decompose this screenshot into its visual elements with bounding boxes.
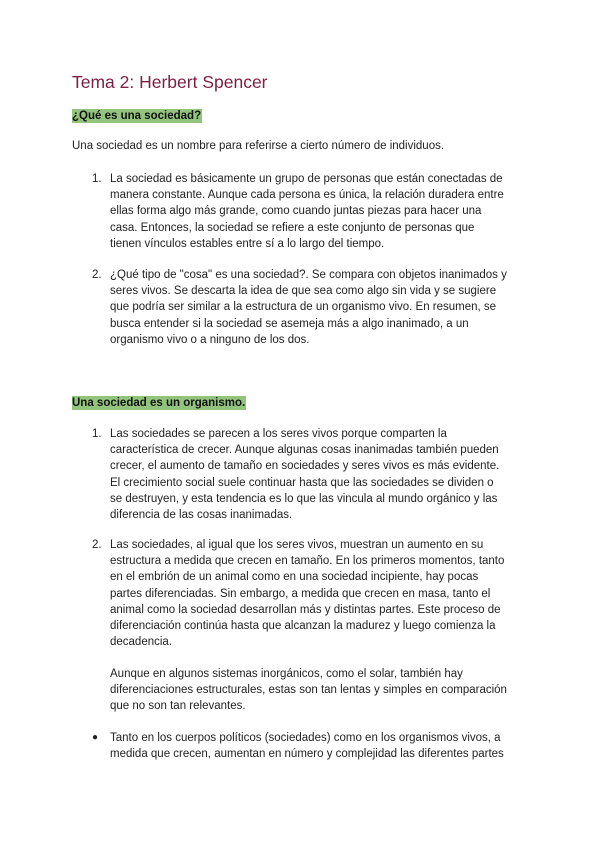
text-line: que no son tan relevantes. [110,700,246,713]
list-item-text [110,537,535,650]
list-item-text [110,171,535,252]
list-number: 1. [92,173,102,185]
text-line: Las sociedades, al igual que los seres vivos, muestran un aumento en su [110,539,484,551]
text-line: tienen vínculos estables entre sí a lo largo del tiempo. [110,237,385,250]
text-line: animal como la sociedad desarrollan más y distintas partes. Este proceso de [110,603,501,616]
text-line: en el embrión de un animal como en una sociedad incipiente, hay pocas [110,571,479,584]
page-title: Tema 2: Herbert Spencer [72,72,268,92]
text-line: diferenciaciones estructurales, estas son tan lentas y simples en comparación [110,684,507,697]
list-item-text [110,666,535,715]
text-line: diferencia de las cosas inanimadas. [110,509,293,522]
text-line: seres vivos. Se descarta la idea de que sea como algo sin vida y se sugiere [110,285,497,298]
text-line: casa. Entonces, la sociedad se refiere a este conjunto de personas que [110,221,475,234]
intro-paragraph: Una sociedad es un nombre para referirse a cierto número de individuos. [72,140,445,152]
list-number: 2. [92,539,102,551]
section-heading-que-es-sociedad [72,108,202,124]
text-line: organismo vivo o a ninguno de los dos. [110,333,310,346]
list-item-text [110,426,535,523]
section-heading-text: ¿Qué es una sociedad? [72,110,202,122]
list-number: 1. [92,428,102,440]
text-line: diferenciación continúa hasta que alcanzan la madurez y luego comienza la [110,620,496,633]
text-line: busca entender si la sociedad se asemeja más a algo inanimado, a un [110,317,469,330]
list-number: 2. [92,269,102,281]
bullet-item-text [110,730,535,762]
text-line: crecer, el aumento de tamaño en sociedades y seres vivos es más evidente. [110,460,500,473]
text-line: estructura a medida que crecen en tamaño. En los primeros momentos, tanto [110,555,505,568]
text-line: ¿Qué tipo de "cosa" es una sociedad?. Se compara con objetos inanimados y [110,269,507,281]
section-heading-text: Una sociedad es un organismo. [72,397,246,409]
text-line: característica de crecer. Aunque algunas cosas inanimadas también pueden [110,444,499,457]
text-line: La sociedad es básicamente un grupo de personas que están conectadas de [110,173,503,185]
text-line: se destruyen, y esta tendencia es lo que las vincula al mundo orgánico y las [110,492,498,505]
text-line: Aunque en algunos sistemas inorgánicos, como el solar, también hay [110,668,463,680]
text-line: Las sociedades se parecen a los seres vivos porque comparten la [110,428,447,440]
text-line: manera constante. Aunque cada persona es única, la relación duradera entre [110,189,504,202]
text-line: que podría ser similar a la estructura de un organismo vivo. En resumen, se [110,301,497,314]
text-line: ellas forma algo más grande, como cuando juntas piezas para hacer una [110,205,482,218]
text-line: El crecimiento social suele continuar hasta que las sociedades se dividen o [110,476,494,489]
section-heading-organismo [72,395,246,411]
text-line: Tanto en los cuerpos políticos (sociedades) como en los organismos vivos, a [110,732,501,744]
text-line: decadencia. [110,636,173,649]
list-item-text [110,267,535,348]
bullet-icon: ● [92,732,99,743]
text-line: medida que crecen, aumentan en número y complejidad las diferentes partes [110,748,504,761]
text-line: partes diferenciadas. Sin embargo, a medida que crecen en masa, tanto el [110,587,491,600]
